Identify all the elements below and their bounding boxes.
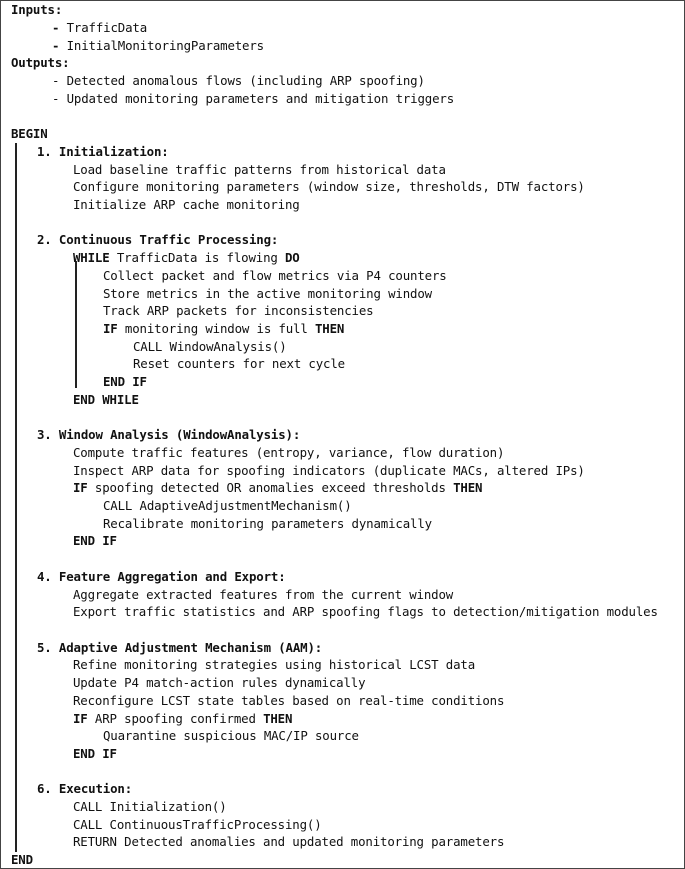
while-bracket (75, 261, 77, 388)
step-line: Reset counters for next cycle (133, 356, 345, 371)
if-line: IF spoofing detected OR anomalies exceed thresholds THEN (73, 480, 483, 495)
end-if-line: END IF (73, 746, 117, 761)
end-while-line: END WHILE (73, 392, 139, 407)
output-item: - Updated monitoring parameters and mitigation triggers (52, 91, 455, 106)
section-3-title: 3. Window Analysis (WindowAnalysis): (37, 427, 301, 442)
outputs-label: Outputs: (11, 55, 70, 70)
section-5-title: 5. Adaptive Adjustment Mechanism (AAM): (37, 640, 323, 655)
step-line: CALL AdaptiveAdjustmentMechanism() (103, 498, 352, 513)
step-line: Configure monitoring parameters (window size, thresholds, DTW factors) (73, 179, 585, 194)
step-line: Refine monitoring strategies using historical LCST data (73, 657, 476, 672)
step-line: Reconfigure LCST state tables based on real-time conditions (73, 693, 505, 708)
step-line: Export traffic statistics and ARP spoofing flags to detection/mitigation modules (73, 604, 658, 619)
step-line: Update P4 match-action rules dynamically (73, 675, 366, 690)
step-line: Inspect ARP data for spoofing indicators (duplicate MACs, altered IPs) (73, 463, 585, 478)
if-line: IF monitoring window is full THEN (103, 321, 345, 336)
section-1-title: 1. Initialization: (37, 144, 169, 159)
end-if-line: END IF (73, 533, 117, 548)
step-line: Quarantine suspicious MAC/IP source (103, 728, 359, 743)
step-line: Aggregate extracted features from the current window (73, 587, 454, 602)
step-line: Collect packet and flow metrics via P4 counters (103, 268, 447, 283)
while-line: WHILE TrafficData is flowing DO (73, 250, 300, 265)
step-line: Recalibrate monitoring parameters dynamically (103, 516, 432, 531)
input-item: - TrafficData (52, 20, 148, 35)
inputs-label: Inputs: (11, 2, 63, 17)
input-item: - InitialMonitoringParameters (52, 38, 264, 53)
section-6-title: 6. Execution: (37, 781, 133, 796)
section-4-title: 4. Feature Aggregation and Export: (37, 569, 286, 584)
step-line: Compute traffic features (entropy, variance, flow duration) (73, 445, 505, 460)
begin-keyword: BEGIN (11, 126, 48, 141)
step-line: Track ARP packets for inconsistencies (103, 303, 374, 318)
section-2-title: 2. Continuous Traffic Processing: (37, 232, 279, 247)
if-line: IF ARP spoofing confirmed THEN (73, 711, 293, 726)
step-line: CALL ContinuousTrafficProcessing() (73, 817, 322, 832)
step-line: Initialize ARP cache monitoring (73, 197, 300, 212)
step-line: Load baseline traffic patterns from historical data (73, 162, 446, 177)
step-line: Store metrics in the active monitoring window (103, 286, 432, 301)
begin-end-bracket (15, 143, 17, 852)
end-keyword: END (11, 852, 33, 867)
step-line: CALL Initialization() (73, 799, 227, 814)
step-line: CALL WindowAnalysis() (133, 339, 287, 354)
end-if-line: END IF (103, 374, 147, 389)
output-item: - Detected anomalous flows (including ARP spoofing) (52, 73, 425, 88)
step-line: RETURN Detected anomalies and updated monitoring parameters (73, 834, 505, 849)
